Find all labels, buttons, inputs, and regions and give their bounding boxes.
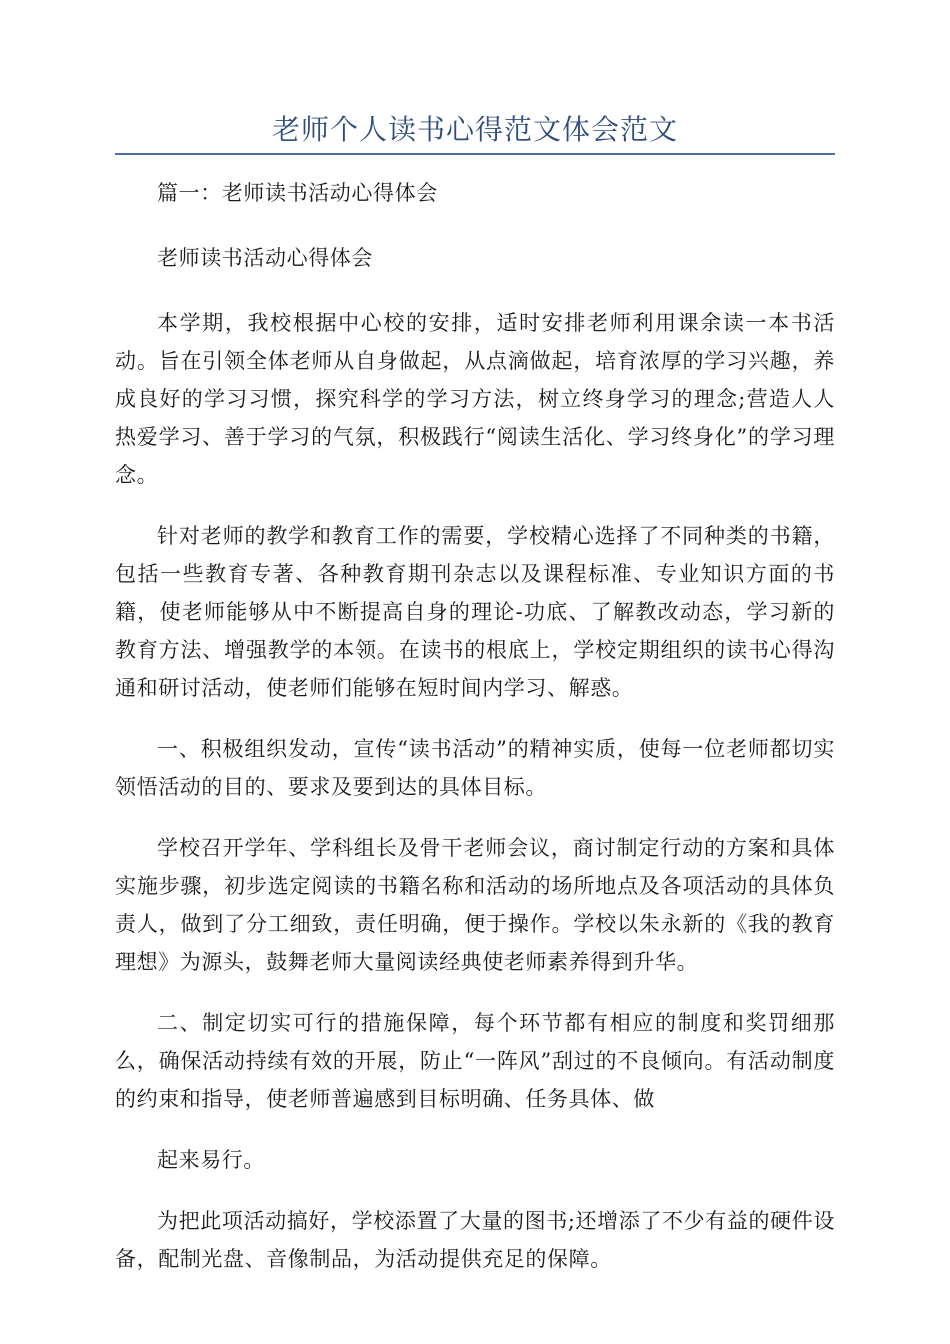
document-title: 老师个人读书心得范文体会范文 [271,113,678,146]
title-underline [115,153,835,155]
paragraph: 起来易行。 [157,1148,265,1172]
paragraph: 二、制定切实可行的措施保障，每个环节都有相应的制度和奖罚细那么，确保活动持续有效的开展，防止“一阵风”刮过的不良倾向。有活动制度的约束和指导，使老师普遍感到目标明确、任务具体、做 [115,1011,835,1111]
paragraph: 学校召开学年、学科组长及骨干老师会议，商讨制定行动的方案和具体实施步骤，初步选定阅读的书籍名称和活动的场所地点及各项活动的具体负责人，做到了分工细致，责任明确，便于操作。学校以朱永新的《我的教育理想》为源头，鼓舞老师大量阅读经典使老师素养得到升华。 [115,836,835,974]
subheading: 老师读书活动心得体会 [157,246,373,270]
paragraph: 为把此项活动搞好，学校添置了大量的图书;还增添了不少有益的硬件设备，配制光盘、音像制品，为活动提供充足的保障。 [115,1209,835,1271]
section-heading: 篇一：老师读书活动心得体会 [157,181,438,205]
paragraph: 针对老师的教学和教育工作的需要，学校精心选择了不同种类的书籍，包括一些教育专著、各种教育期刊杂志以及课程标准、专业知识方面的书籍，使老师能够从中不断提高自身的理论-功底、了解教改动态，学习新的教育方法、增强教学的本领。在读书的根底上，学校定期组织的读书心得沟通和研讨活动，使老师们能够在短时间内学习、解惑。 [115,524,835,700]
paragraph: 一、积极组织发动，宣传“读书活动”的精神实质，使每一位老师都切实领悟活动的目的、要求及要到达的具体目标。 [115,737,835,799]
document-body [115,174,835,1301]
paragraph: 本学期，我校根据中心校的安排，适时安排老师利用课余读一本书活动。旨在引领全体老师从自身做起，从点滴做起，培育浓厚的学习兴趣，养成良好的学习习惯，探究科学的学习方法，树立终身学习的理念;营造人人热爱学习、善于学习的气氛，积极践行“阅读生活化、学习终身化”的学习理念。 [115,311,835,487]
